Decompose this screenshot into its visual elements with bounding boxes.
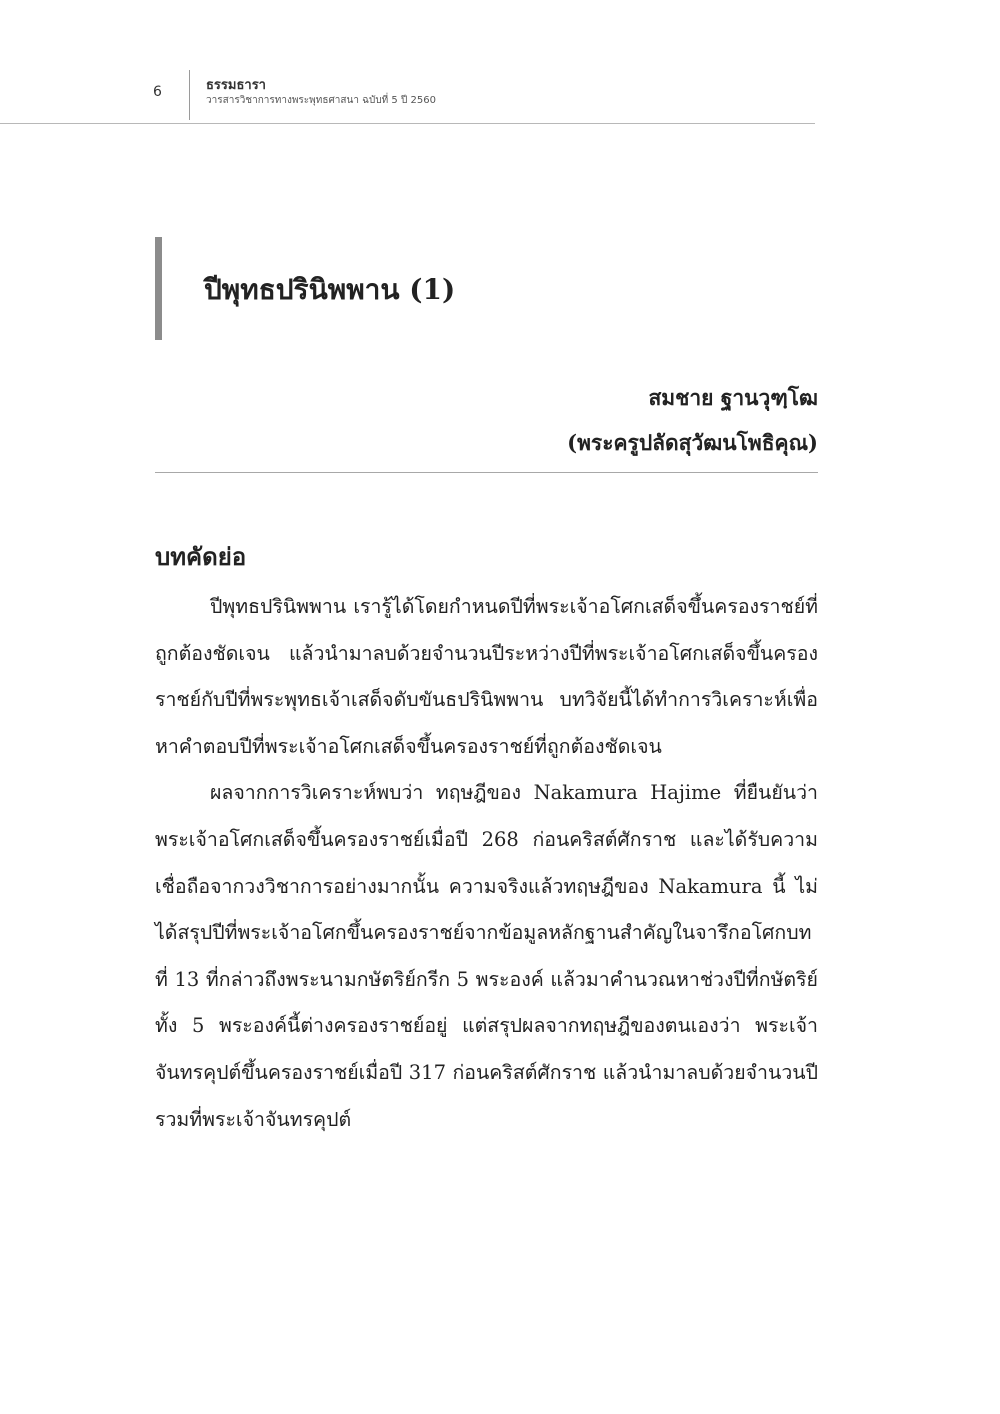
author-title: (พระครูปลัดสุวัฒนโพธิคุณ) (567, 430, 818, 455)
running-header (0, 70, 815, 124)
author-block (567, 375, 818, 465)
abstract-heading: บทคัดย่อ (155, 542, 247, 571)
header-rule (0, 123, 815, 124)
abstract-body (155, 584, 818, 1143)
title-accent-bar (155, 237, 162, 340)
author-name: สมชาย ฐานวุฑฺโฒ (648, 385, 818, 410)
journal-subtitle: วารสารวิชาการทางพระพุทธศาสนา ฉบับที่ 5 ปี 2560 (206, 95, 436, 106)
journal-name: ธรรมธารา (206, 78, 266, 93)
header-divider (189, 70, 190, 120)
section-divider (155, 472, 818, 473)
paragraph-1: ปีพุทธปรินิพพาน เรารู้ได้โดยกำหนดปีที่พระเจ้าอโศกเสด็จขึ้นครองราชย์ที่ถูกต้องชัดเจน แล้วนำมาลบด้วยจำนวนปีระหว่างปีที่พระเจ้าอโศกเสด็จขึ้นครองราชย์กับปีที่พระพุทธเจ้าเสด็จดับขันธปรินิพพาน บทวิจัยนี้ได้ทำการวิเคราะห์เพื่อหาคำตอบปีที่พระเจ้าอโศกเสด็จขึ้นครองราชย์ที่ถูกต้องชัดเจน (155, 595, 818, 758)
journal-info (206, 77, 436, 108)
article-title: ปีพุทธปรินิพพาน (1) (204, 273, 456, 306)
page-number: 6 (153, 84, 162, 100)
paragraph-2: ผลจากการวิเคราะห์พบว่า ทฤษฎีของ Nakamura Hajime ที่ยืนยันว่าพระเจ้าอโศกเสด็จขึ้นครองราชย์เมื่อปี 268 ก่อนคริสต์ศักราช และได้รับความเชื่อถือจากวงวิชาการอย่างมากนั้น ความจริงแล้วทฤษฎีของ Nakamura นี้ ไม่ได้สรุปปีที่พระเจ้าอโศกขึ้นครองราชย์จากข้อมูลหลักฐานสำคัญในจารึกอโศกบทที่ 13 ที่กล่าวถึงพระนามกษัตริย์กรีก 5 พระองค์ แล้วมาคำนวณหาช่วงปีที่กษัตริย์ทั้ง 5 พระองค์นี้ต่างครองราชย์อยู่ แต่สรุปผลจากทฤษฎีของตนเองว่า พระเจ้าจันทรคุปต์ขึ้นครองราชย์เมื่อปี 317 ก่อนคริสต์ศักราช แล้วนำมาลบด้วยจำนวนปีรวมที่พระเจ้าจันทรคุปต์ (155, 781, 818, 1131)
